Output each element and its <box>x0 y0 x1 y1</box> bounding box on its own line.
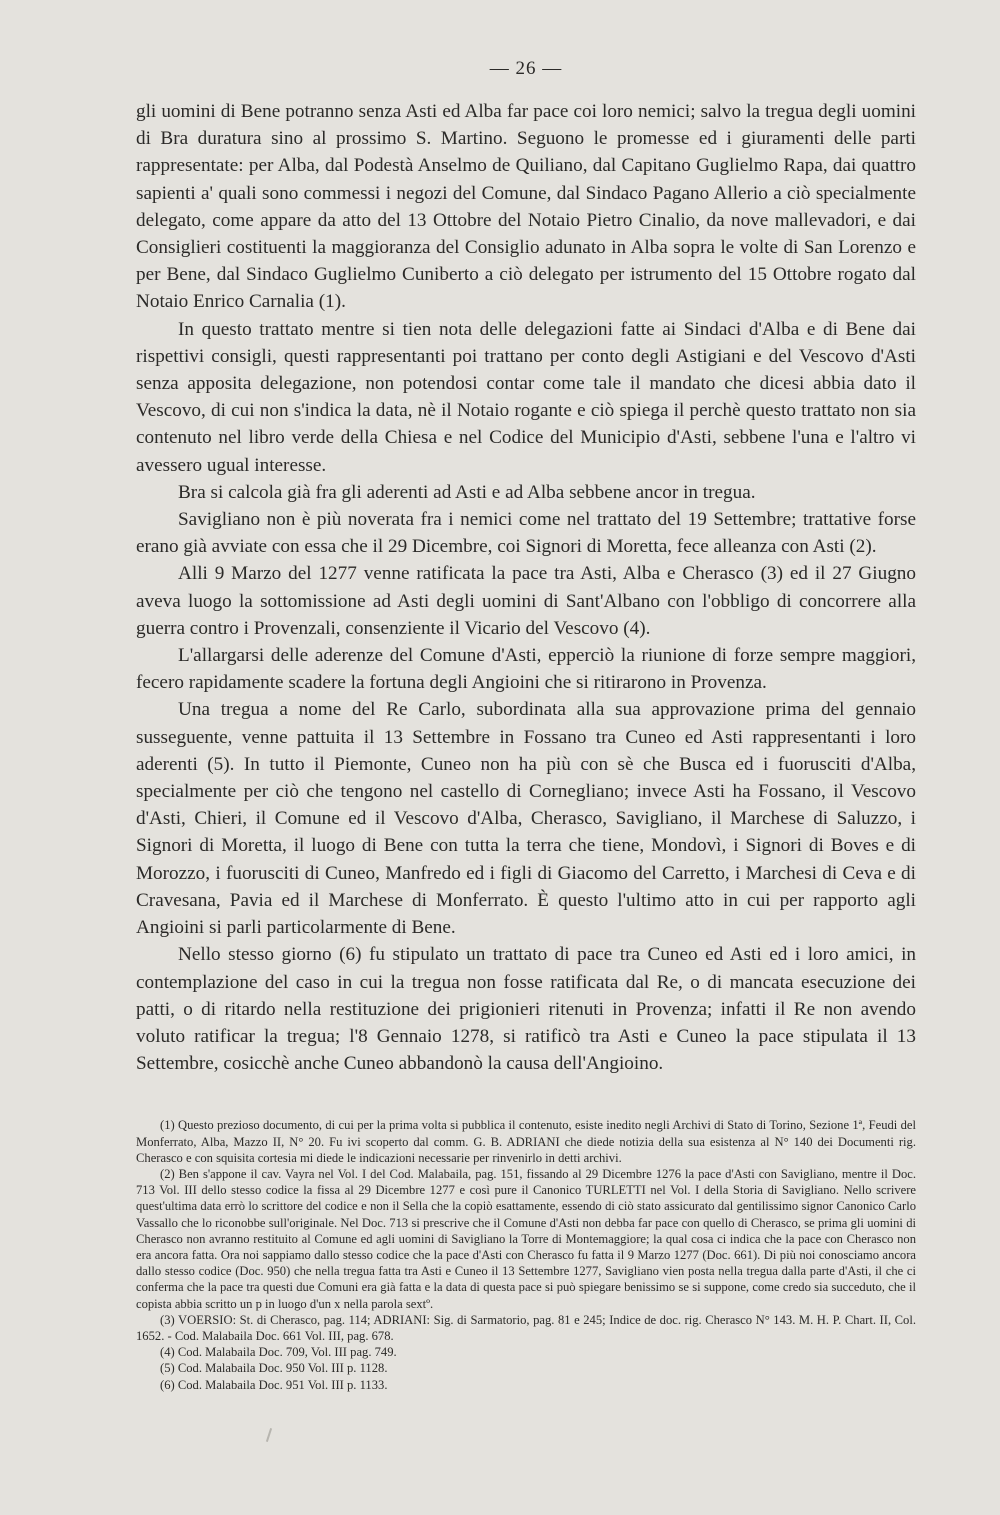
paragraph-4: Savigliano non è più noverata fra i nemici come nel trattato del 19 Settembre; trattative forse erano già avviate con essa che il 29 Dicembre, coi Signori di Moretta, fece alleanza con Asti (2). <box>136 509 916 558</box>
paragraph-8: Nello stesso giorno (6) fu stipulato un trattato di pace tra Cuneo ed Asti ed i loro amici, in contemplazione del caso in cui la tregua non fosse ratificata dal Re, o di mancata esecuzione dei patti, o di ritardo nella restituzione dei prigionieri ritenuti in Provenza; infatti il Re non avendo voluto ratificar la tregua; l'8 Gennaio 1278, si ratificò tra Asti e Cuneo la pace stipulata il 13 Settembre, cosicchè anche Cuneo abbandonò la causa dell'Angioino. <box>136 944 916 1075</box>
body-text <box>136 98 916 1077</box>
pen-mark <box>266 1428 272 1442</box>
paragraph-1: gli uomini di Bene potranno senza Asti ed Alba far pace coi loro nemici; salvo la tregua degli uomini di Bra duratura sino al prossimo S. Martino. Seguono le promesse ed i giuramenti delle parti rappresentate: per Alba, dal Podestà Anselmo de Quiliano, dal Capitano Guglielmo Rapa, dai quattro sapienti a' quali sono commessi i negozi del Comune, dal Sindaco Pagano Allerio a ciò specialmente delegato, come appare da atto del 13 Ottobre del Notaio Pietro Cinalio, da nove mallevadori, e dai Consiglieri costituenti la maggioranza del Consiglio adunato in Alba sopra le volte di San Lorenzo e per Bene, dal Sindaco Guglielmo Cuniberto a ciò delegato per istrumento del 15 Ottobre rogato dal Notaio Enrico Carnalia (1). <box>136 101 916 313</box>
footnote-3: (3) VOERSIO: St. di Cherasco, pag. 114; ADRIANI: Sig. di Sarmatorio, pag. 81 e 245; Indice de doc. rig. Cherasco N° 143. M. H. P. Chart. II, Col. 1652. - Cod. Malabaila Doc. 661 Vol. III, pag. 678. <box>136 1312 916 1343</box>
footnote-2: (2) Ben s'appone il cav. Vayra nel Vol. I del Cod. Malabaila, pag. 151, fissando al 29 Dicembre 1276 la pace d'Asti con Savigliano, mentre il Doc. 713 Vol. III dello stesso codice la fissa al 29 Dicembre 1277 e così pure il Canonico TURLETTI nel Vol. I della Storia di Savigliano. Nello scrivere quest'ultima data errò lo scrittore del codice e non il Sella che la copiò esattamente, essendo di ciò stato assicurato dal gentilissimo signor Canonico Carlo Vassallo che lo riconobbe sull'originale. Nel Doc. 713 si prescrive che il Comune d'Asti non debba far pace con quello di Cherasco, se prima gli uomini di Cherasco non avranno restituito al Comune ed agli uomini di Savigliano la Torre di Montemaggiore; la qual cosa ci indica che la pace con Cherasco non era ancora fatta. Ora noi sappiamo dallo stesso codice che la pace d'Asti con Cherasco fu fatta il 9 Marzo 1277 (Doc. 661). Di più noi conosciamo ancora dallo stesso codice (Doc. 950) che nella tregua fatta tra Asti e Cuneo il 13 Settembre 1277, Savigliano vien posta nella tregua dalla parte d'Asti, il che ci conferma che la pace tra questi due Comuni era già fatta e la data di questa pace si può spiegare benissimo se si suppone, come credo sia succeduto, che il copista abbia scritto un p in luogo d'un x nella parola sextº. <box>136 1166 916 1311</box>
paragraph-5: Alli 9 Marzo del 1277 venne ratificata la pace tra Asti, Alba e Cherasco (3) ed il 27 Giugno aveva luogo la sottomissione ad Asti degli uomini di Sant'Albano con l'obbligo di concorrere alla guerra contro i Provenzali, consenziente il Vicario del Vescovo (4). <box>136 563 916 639</box>
paragraph-3: Bra si calcola già fra gli aderenti ad Asti e ad Alba sebbene ancor in tregua. <box>178 481 756 503</box>
paragraph-6: L'allargarsi delle aderenze del Comune d'Asti, epperciò la riunione di forze sempre maggiori, fecero rapidamente scadere la fortuna degli Angioini che si ritirarono in Provenza. <box>136 645 916 694</box>
footnote-4: (4) Cod. Malabaila Doc. 709, Vol. III pag. 749. <box>160 1345 397 1360</box>
footnote-5: (5) Cod. Malabaila Doc. 950 Vol. III p. 1128. <box>160 1361 388 1376</box>
paragraph-7: Una tregua a nome del Re Carlo, subordinata alla sua approvazione prima del gennaio susseguente, venne pattuita il 13 Settembre in Fossano tra Cuneo ed Asti rappresentanti i loro aderenti (5). In tutto il Piemonte, Cuneo non ha più con sè che Busca ed i fuorusciti d'Alba, specialmente per ciò che tengono nel castello di Cornegliano; invece Asti ha Fossano, il Vescovo d'Asti, Chieri, il Comune ed il Vescovo d'Alba, Cherasco, Savigliano, il Marchese di Saluzzo, i Signori di Moretta, il luogo di Bene con tutta la terra che tiene, Mondovì, i Signori di Boves e di Morozzo, i fuorusciti di Cuneo, Manfredo ed i figli di Giacomo del Carretto, i Marchesi di Ceva e di Cravesana, Pavia ed il Marchese di Monferrato. È questo l'ultimo atto in cui per rapporto agli Angioini si parli particolarmente di Bene. <box>136 699 916 939</box>
footnotes <box>136 1117 916 1392</box>
paragraph-2: In questo trattato mentre si tien nota delle delegazioni fatte ai Sindaci d'Alba e di Bene dai rispettivi consigli, questi rappresentanti poi trattano per conto degli Astigiani e del Vescovo d'Asti senza apposita delegazione, non potendosi contar come tale il mandato che dicesi abbia dato il Vescovo, di cui non s'indica la data, nè il Notaio rogante e ciò spiega il perchè questo trattato non sia contenuto nel libro verde della Chiesa e nel Codice del Municipio d'Asti, sebbene l'una e l'altro vi avessero ugual interesse. <box>136 318 916 476</box>
footnote-6: (6) Cod. Malabaila Doc. 951 Vol. III p. 1133. <box>160 1377 388 1392</box>
page-number: — 26 — <box>489 58 563 79</box>
footnote-1: (1) Questo prezioso documento, di cui per la prima volta si pubblica il contenuto, esiste inedito negli Archivi di Stato di Torino, Sezione 1ª, Feudi del Monferrato, Alba, Mazzo II, N° 20. Fu ivi scoperto dal comm. G. B. ADRIANI che diede notizia della sua esistenza al N° 140 dei Documenti rig. Cherasco e con squisita cortesia mi diede le indicazioni necessarie per rinvenirlo in detti archivi. <box>136 1118 916 1165</box>
